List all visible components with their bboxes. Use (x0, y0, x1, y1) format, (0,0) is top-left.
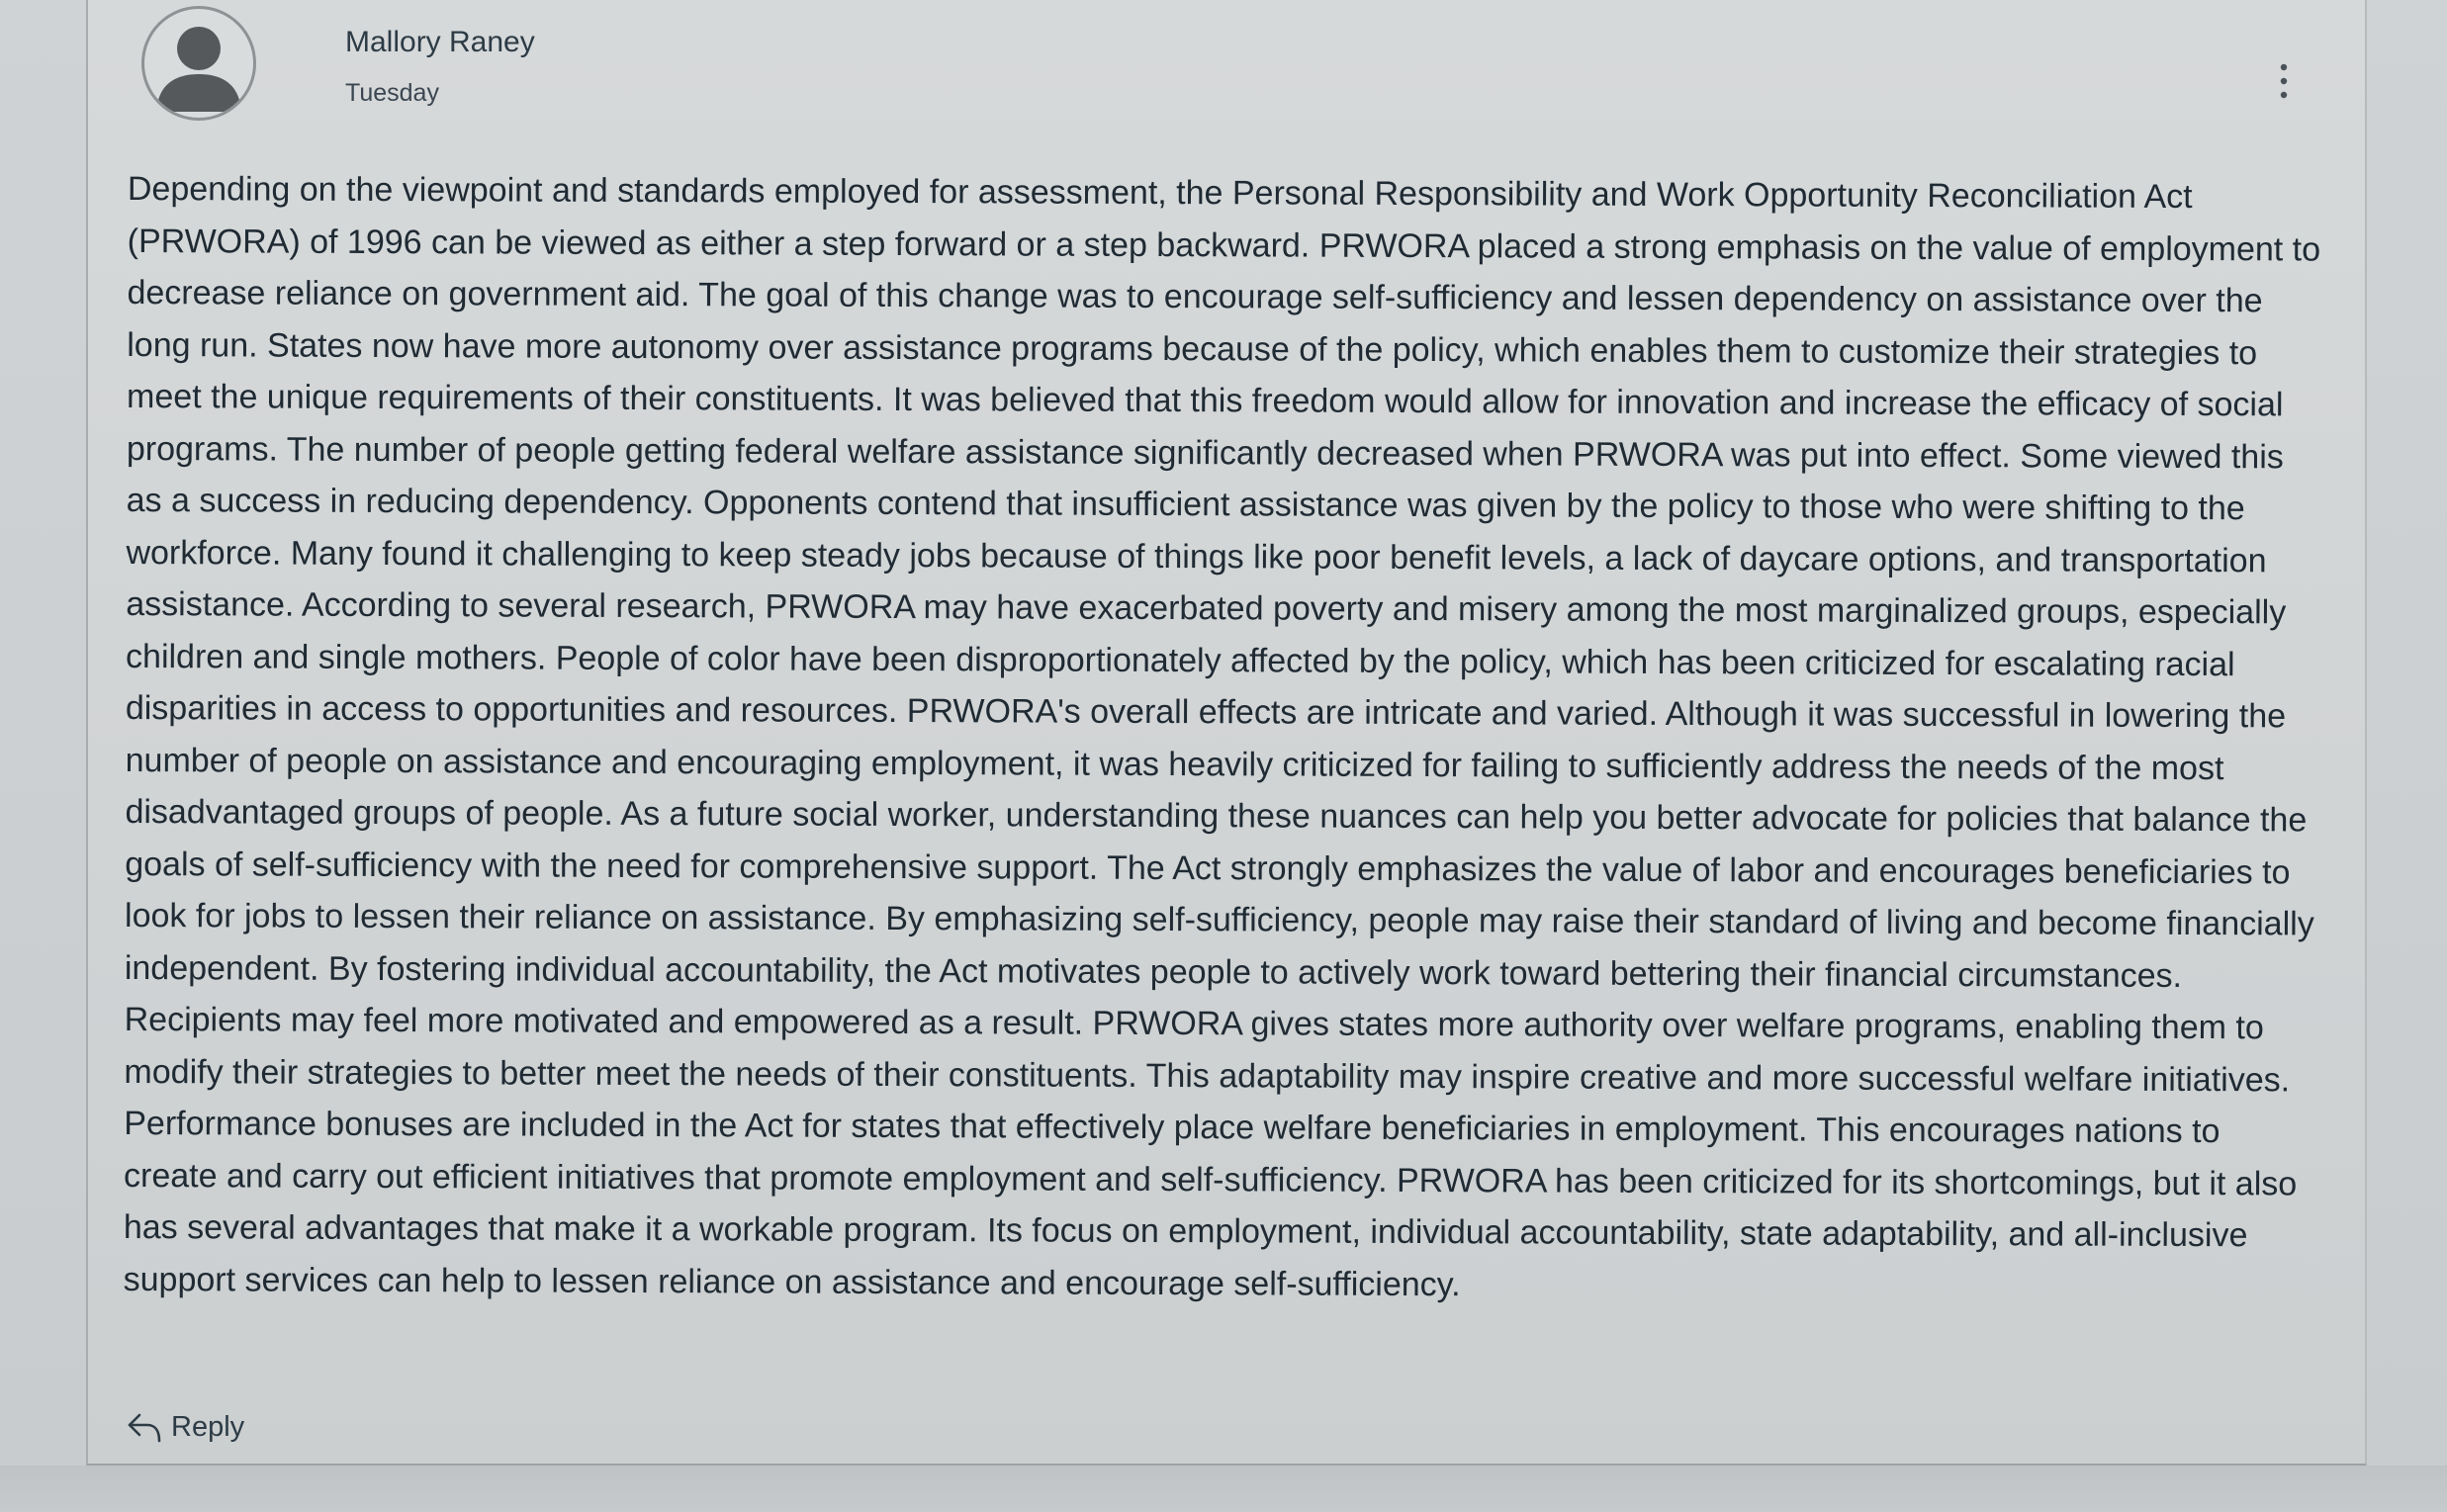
post-body-text: Depending on the viewpoint and standards employed for assessment, the Personal Responsibility and Work Opportunity Reconciliation Act (PRWORA) of 1996 can be viewed as either a step forward or a step backward. PRWORA placed a strong emphasis on the value of employment to decrease reliance on government aid. The goal of this change was to encourage self-sufficiency and lessen dependency on assistance over the long run. States now have more autonomy over assistance programs because of the policy, which enables them to customize their strategies to meet the unique requirements of their constituents. It was believed that this freedom would allow for innovation and increase the efficacy of social programs. The number of people getting federal welfare assistance significantly decreased when PRWORA was put into effect. Some viewed this as a success in reducing dependency. Opponents contend that insufficient assistance was given by the policy to those who were shifting to the workforce. Many found it challenging to keep steady jobs because of things like poor benefit levels, a lack of daycare options, and transportation assistance. According to several research, PRWORA may have exacerbated poverty and misery among the most marginalized groups, especially children and single mothers. People of color have been disproportionately affected by the policy, which has been criticized for escalating racial disparities in access to opportunities and resources. PRWORA's overall effects are intricate and varied. Although it was successful in lowering the number of people on assistance and encouraging employment, it was heavily criticized for failing to sufficiently address the needs of the most disadvantaged groups of people. As a future social worker, understanding these nuances can help you better advocate for policies that balance the goals of self-sufficiency with the need for comprehensive support. The Act strongly emphasizes the value of labor and encourages beneficiaries to look for jobs to lessen their reliance on assistance. By emphasizing self-sufficiency, people may raise their standard of living and become financially independent. By fostering individual accountability, the Act motivates people to actively work toward bettering their financial circumstances. Recipients may feel more motivated and empowered as a result. PRWORA gives states more authority over welfare programs, enabling them to modify their strategies to better meet the needs of their constituents. This adaptability may inspire creative and more successful welfare initiatives. Performance bonuses are included in the Act for states that effectively place welfare beneficiaries in employment. This encourages nations to create and carry out efficient initiatives that promote employment and self-sufficiency. PRWORA has been criticized for its shortcomings, but it also has several advantages that make it a workable program. Its focus on employment, individual accountability, state adaptability, and all-inclusive support services can help to lessen reliance on assistance and encourage self-sufficiency. (123, 169, 2321, 1303)
user-avatar-icon[interactable] (141, 6, 256, 121)
reply-button[interactable] (126, 1409, 244, 1445)
page-bottom-edge (0, 1466, 2447, 1512)
reply-arrow-icon (126, 1409, 163, 1445)
avatar-silhouette (144, 9, 253, 118)
more-options-icon[interactable] (2274, 61, 2294, 101)
discussion-entry (86, 0, 2367, 1466)
reply-label: Reply (171, 1410, 245, 1443)
author-name-link[interactable]: Mallory Raney (345, 26, 535, 58)
post-date: Tuesday (345, 79, 439, 107)
kebab-dots (2274, 61, 2294, 101)
